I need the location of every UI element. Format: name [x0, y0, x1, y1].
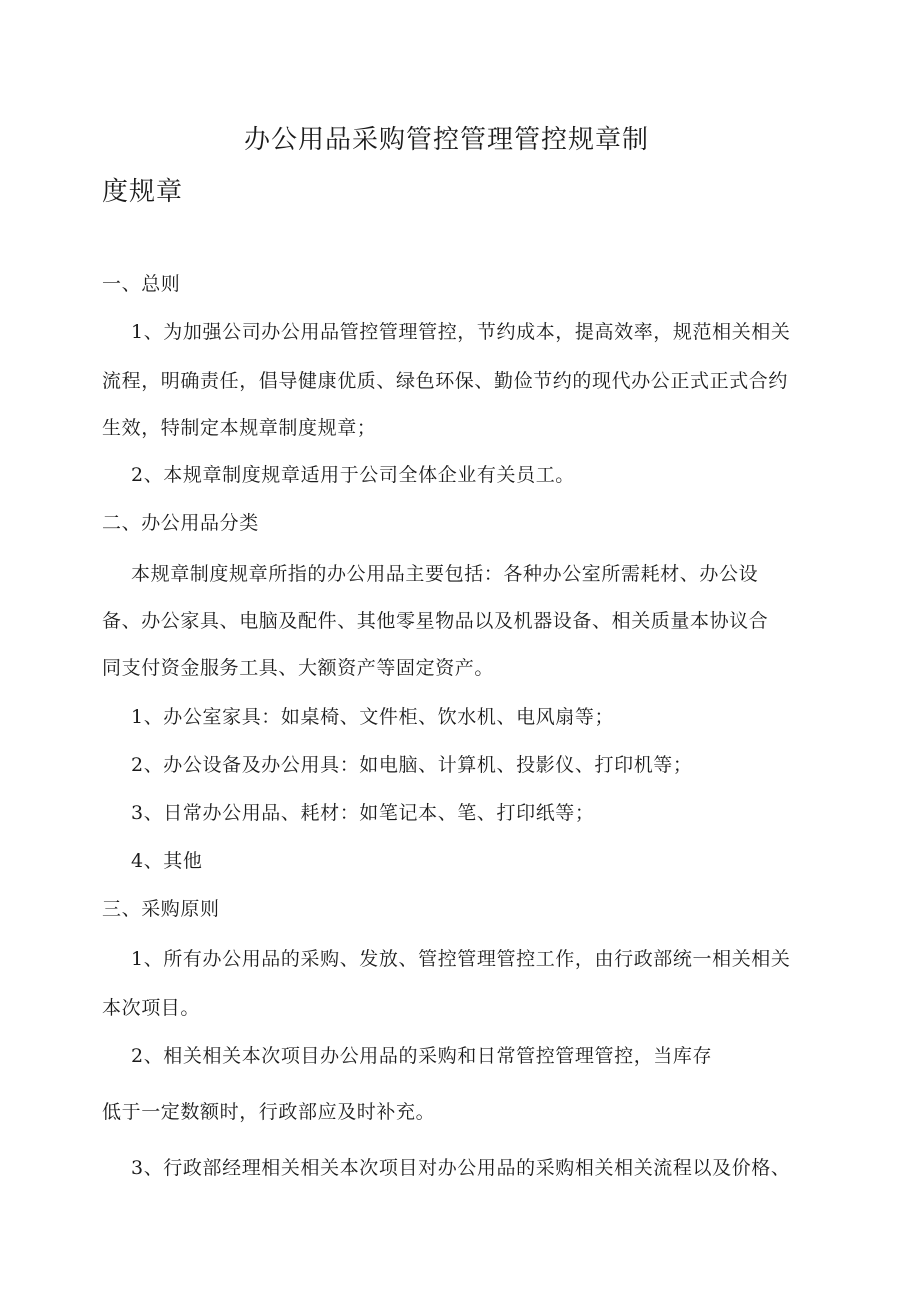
list-item: 1、办公室家具：如桌椅、文件柜、饮水机、电风扇等；: [131, 706, 615, 728]
paragraph-line: 2、相关相关本次项目办公用品的采购和日常管控管理管控，当库存: [131, 1045, 713, 1067]
paragraph-line: 本次项目。: [102, 997, 201, 1019]
document-title-line-2: 度规章: [102, 177, 184, 207]
paragraph-line: 低于一定数额时，行政部应及时补充。: [102, 1101, 436, 1123]
section-heading-general: 一、总则: [102, 273, 181, 295]
paragraph-line: 生效，特制定本规章制度规章；: [102, 417, 377, 439]
list-item: 3、日常办公用品、耗材：如笔记本、笔、打印纸等；: [131, 802, 595, 824]
paragraph-line: 2、本规章制度规章适用于公司全体企业有关员工。: [131, 464, 575, 486]
paragraph-line: 1、所有办公用品的采购、发放、管控管理管控工作，由行政部统一相关相关: [131, 948, 791, 970]
paragraph-line: 同支付资金服务工具、大额资产等固定资产。: [102, 657, 495, 679]
list-item: 2、办公设备及办公用具：如电脑、计算机、投影仪、打印机等；: [131, 754, 693, 776]
list-item: 4、其他: [131, 850, 203, 872]
paragraph-line: 本规章制度规章所指的办公用品主要包括：各种办公室所需耗材、办公设: [131, 563, 759, 585]
paragraph-line: 流程，明确责任，倡导健康优质、绿色环保、勤俭节约的现代办公正式正式合约: [102, 370, 789, 392]
paragraph-line: 1、为加强公司办公用品管控管理管控，节约成本，提高效率，规范相关相关: [131, 321, 791, 343]
section-heading-categories: 二、办公用品分类: [102, 512, 259, 534]
paragraph-line: 3、行政部经理相关相关本次项目对办公用品的采购相关相关流程以及价格、: [131, 1157, 791, 1179]
section-heading-principles: 三、采购原则: [102, 898, 220, 920]
document-title-line-1: 办公用品采购管控管理管控规章制: [244, 125, 650, 155]
paragraph-line: 备、办公家具、电脑及配件、其他零星物品以及机器设备、相关质量本协议合: [102, 610, 769, 632]
